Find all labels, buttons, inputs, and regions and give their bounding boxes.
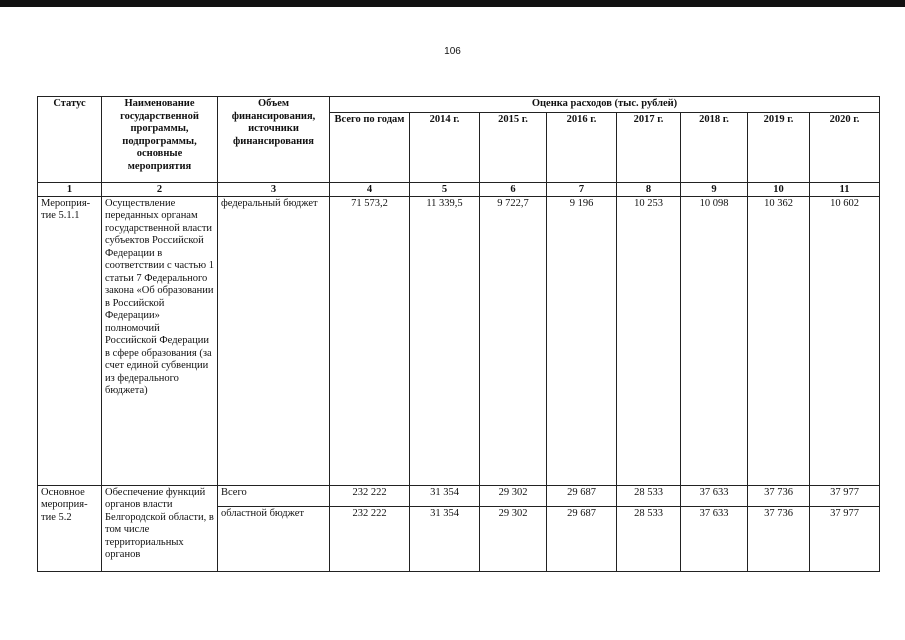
row-value: 37 977 <box>810 506 880 571</box>
column-number: 7 <box>547 182 617 196</box>
row-value: 10 098 <box>681 196 748 485</box>
row-value: 37 736 <box>748 506 810 571</box>
row-value: 9 722,7 <box>480 196 547 485</box>
header-status: Статус <box>38 97 102 183</box>
header-year: 2015 г. <box>480 112 547 182</box>
row-value: 11 339,5 <box>410 196 480 485</box>
row-value: 31 354 <box>410 485 480 506</box>
header-estimate: Оценка расходов (тыс. рублей) <box>330 97 880 113</box>
budget-table <box>37 96 880 572</box>
column-number: 1 <box>38 182 102 196</box>
row-value: 37 736 <box>748 485 810 506</box>
table-row <box>38 485 880 506</box>
column-number: 5 <box>410 182 480 196</box>
row-source: федеральный бюджет <box>218 196 330 485</box>
column-number: 2 <box>102 182 218 196</box>
scan-top-border <box>0 0 905 7</box>
row-status: Основное мероприя-тие 5.2 <box>38 485 102 571</box>
header-volume: Объем финансирования, источники финансирования <box>218 97 330 183</box>
row-value: 29 687 <box>547 506 617 571</box>
header-name: Наименование государственной программы, подпрограммы, основные мероприятия <box>102 97 218 183</box>
column-number: 9 <box>681 182 748 196</box>
row-source: областной бюджет <box>218 506 330 571</box>
row-value: 37 633 <box>681 506 748 571</box>
row-value: 232 222 <box>330 506 410 571</box>
header-year: 2020 г. <box>810 112 880 182</box>
row-value: 28 533 <box>617 506 681 571</box>
row-value: 10 602 <box>810 196 880 485</box>
row-status: Мероприя-тие 5.1.1 <box>38 196 102 485</box>
row-value: 29 687 <box>547 485 617 506</box>
row-name: Обеспечение функций органов власти Белгородской области, в том числе территориальных органов <box>102 485 218 571</box>
header-row-1 <box>38 97 880 113</box>
row-value: 31 354 <box>410 506 480 571</box>
column-number: 10 <box>748 182 810 196</box>
row-value: 10 362 <box>748 196 810 485</box>
header-year: 2019 г. <box>748 112 810 182</box>
header-year: 2016 г. <box>547 112 617 182</box>
column-numbers-row <box>38 182 880 196</box>
row-value: 37 977 <box>810 485 880 506</box>
row-source: Всего <box>218 485 330 506</box>
column-number: 6 <box>480 182 547 196</box>
header-total: Всего по годам <box>330 112 410 182</box>
header-year: 2014 г. <box>410 112 480 182</box>
row-value: 29 302 <box>480 485 547 506</box>
row-value: 37 633 <box>681 485 748 506</box>
row-value: 71 573,2 <box>330 196 410 485</box>
table-row <box>38 196 880 485</box>
row-value: 28 533 <box>617 485 681 506</box>
row-name: Осуществление переданных органам государственной власти субъектов Российской Федерации в соответствии с частью 1 статьи 7 Федерального закона «Об образовании в Российской Федерации» полномочий Российской Федерации в сфере образования (за счет единой субвенции из федерального бюджета) <box>102 196 218 485</box>
row-value: 9 196 <box>547 196 617 485</box>
header-year: 2018 г. <box>681 112 748 182</box>
column-number: 4 <box>330 182 410 196</box>
column-number: 11 <box>810 182 880 196</box>
row-value: 10 253 <box>617 196 681 485</box>
page-number: 106 <box>444 46 461 57</box>
column-number: 3 <box>218 182 330 196</box>
header-year: 2017 г. <box>617 112 681 182</box>
column-number: 8 <box>617 182 681 196</box>
row-value: 29 302 <box>480 506 547 571</box>
row-value: 232 222 <box>330 485 410 506</box>
